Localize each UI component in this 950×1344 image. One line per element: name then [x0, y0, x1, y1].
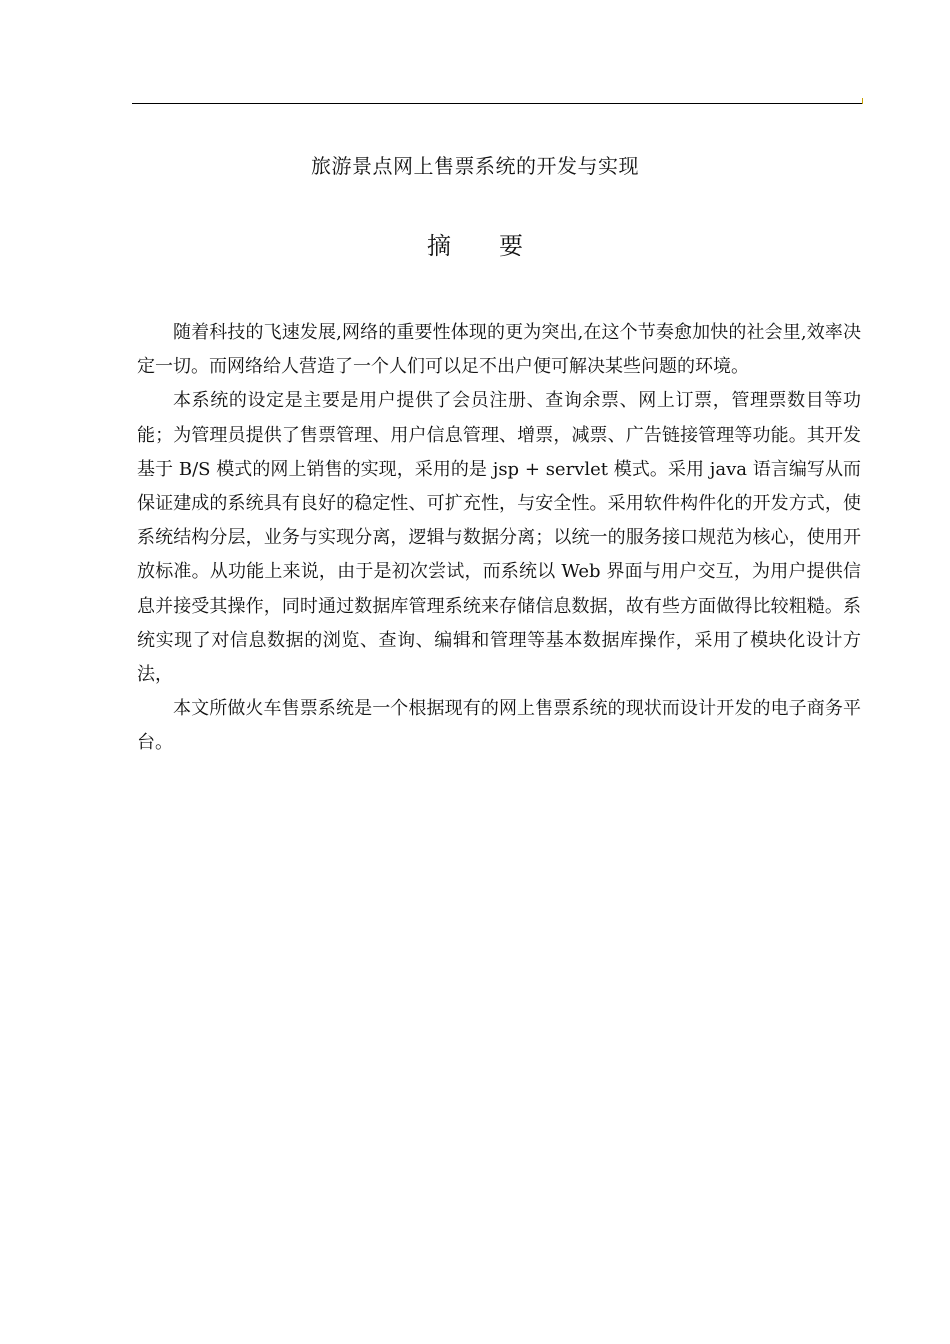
abstract-heading	[0, 228, 950, 264]
abstract-paragraph-1: 随着科技的飞速发展,网络的重要性体现的更为突出,在这个节奏愈加快的社会里,效率决定一切。而网络给人营造了一个人们可以足不出户便可解决某些问题的环境。	[137, 322, 861, 378]
header-rule-mark	[862, 98, 863, 104]
abstract-paragraph-3: 本文所做火车售票系统是一个根据现有的网上售票系统的现状而设计开发的电子商务平台。	[137, 698, 861, 754]
abstract-heading-char-2: 要	[499, 232, 523, 260]
abstract-heading-char-1: 摘	[427, 232, 451, 260]
abstract-body	[137, 316, 861, 761]
header-rule	[132, 103, 863, 104]
abstract-paragraph-2: 本系统的设定是主要是用户提供了会员注册、查询余票、网上订票，管理票数目等功能；为管理员提供了售票管理、用户信息管理、增票，减票、广告链接管理等功能。其开发基于 B/S 模式的网上销售的实现，采用的是 jsp + servlet 模式。采用 java 语言编写从而保证建成的系统具有良好的稳定性、可扩充性，与安全性。采用软件构件化的开发方式，使系统结构分层，业务与实现分离，逻辑与数据分离；以统一的服务接口规范为核心，使用开放标准。从功能上来说，由于是初次尝试，而系统以 Web 界面与用户交互，为用户提供信息并接受其操作，同时通过数据库管理系统来存储信息数据，故有些方面做得比较粗糙。系统实现了对信息数据的浏览、查询、编辑和管理等基本数据库操作，采用了模块化设计方法，	[137, 390, 861, 686]
document-title: 旅游景点网上售票系统的开发与实现	[311, 154, 639, 178]
